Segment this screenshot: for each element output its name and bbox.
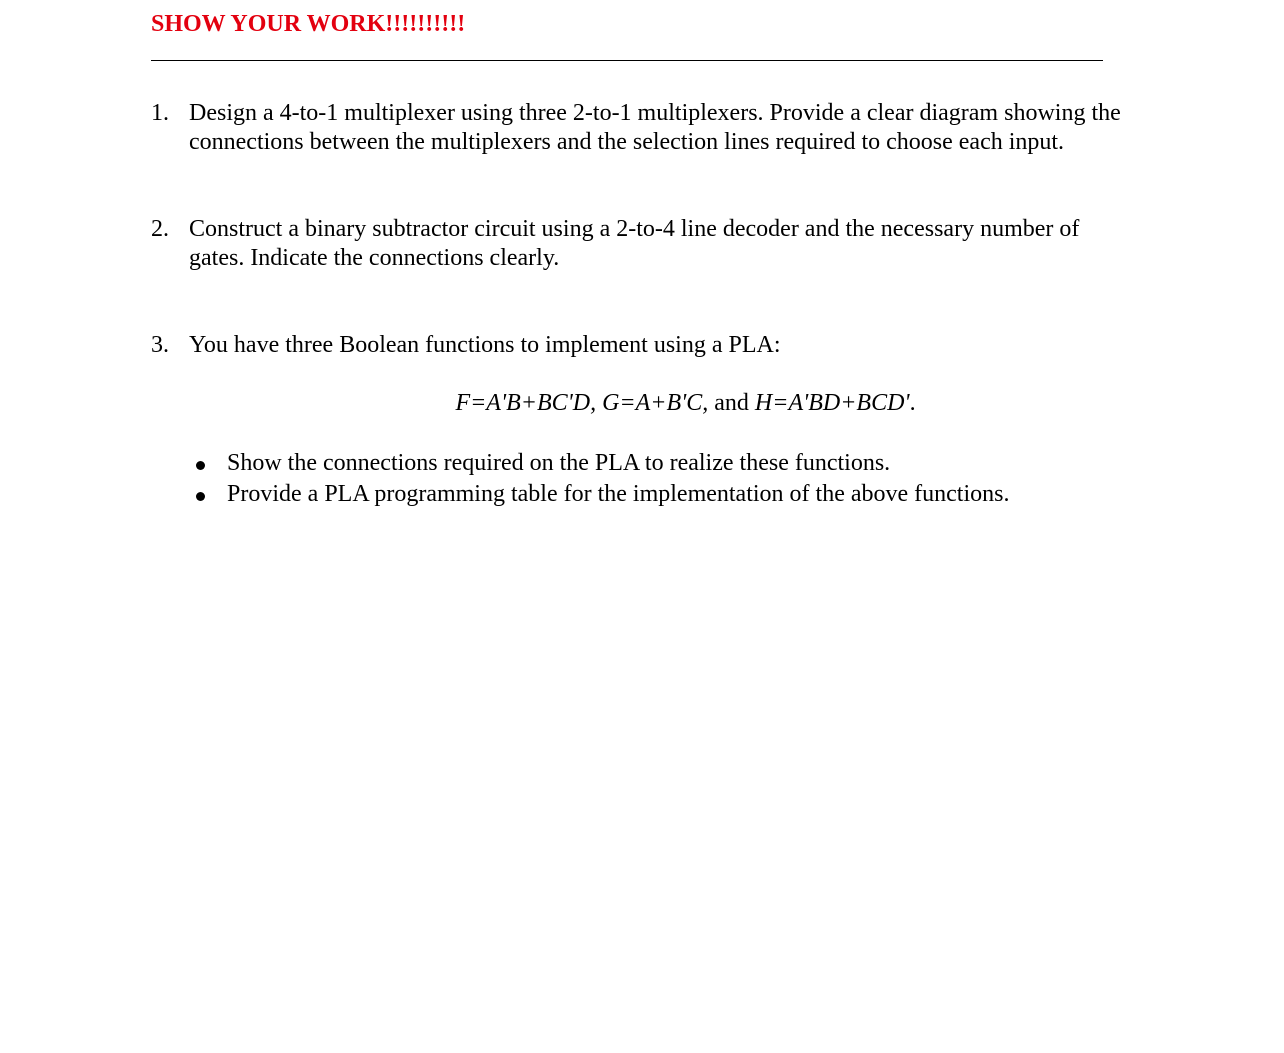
list-item xyxy=(189,448,1139,479)
formula-period: . xyxy=(909,390,916,416)
question-number: 1. xyxy=(151,100,169,126)
question-text: Design a 4-to-1 multiplexer using three 2-to-1 multiplexers. Provide a clear diagram showing the connections between the multiplexers and the selection lines required to choose each input. xyxy=(189,100,1121,155)
bullet-icon xyxy=(196,461,205,470)
bullet-icon xyxy=(196,492,205,501)
question-text: You have three Boolean functions to implement using a PLA: xyxy=(189,332,781,358)
formula-conjunction: and xyxy=(714,390,749,416)
question-text: Construct a binary subtractor circuit using a 2-to-4 line decoder and the necessary number of gates. Indicate the connections clearly. xyxy=(189,216,1080,271)
function-h: H=A'BD+BCD' xyxy=(754,390,910,416)
function-f: F=A'B+BC'D, xyxy=(455,390,597,416)
header-divider xyxy=(151,60,1103,61)
page-title: SHOW YOUR WORK!!!!!!!!!! xyxy=(151,11,466,37)
task-list xyxy=(189,448,1139,510)
list-item-text: Provide a PLA programming table for the implementation of the above functions. xyxy=(227,481,1010,507)
question-number: 2. xyxy=(151,216,169,242)
list-item xyxy=(189,479,1139,510)
question-3 xyxy=(151,331,1136,360)
boolean-functions xyxy=(0,389,1284,418)
question-1 xyxy=(151,99,1136,157)
function-g: G=A+B'C, xyxy=(602,390,709,416)
question-2 xyxy=(151,215,1136,273)
list-item-text: Show the connections required on the PLA to realize these functions. xyxy=(227,450,891,476)
question-number: 3. xyxy=(151,332,169,358)
